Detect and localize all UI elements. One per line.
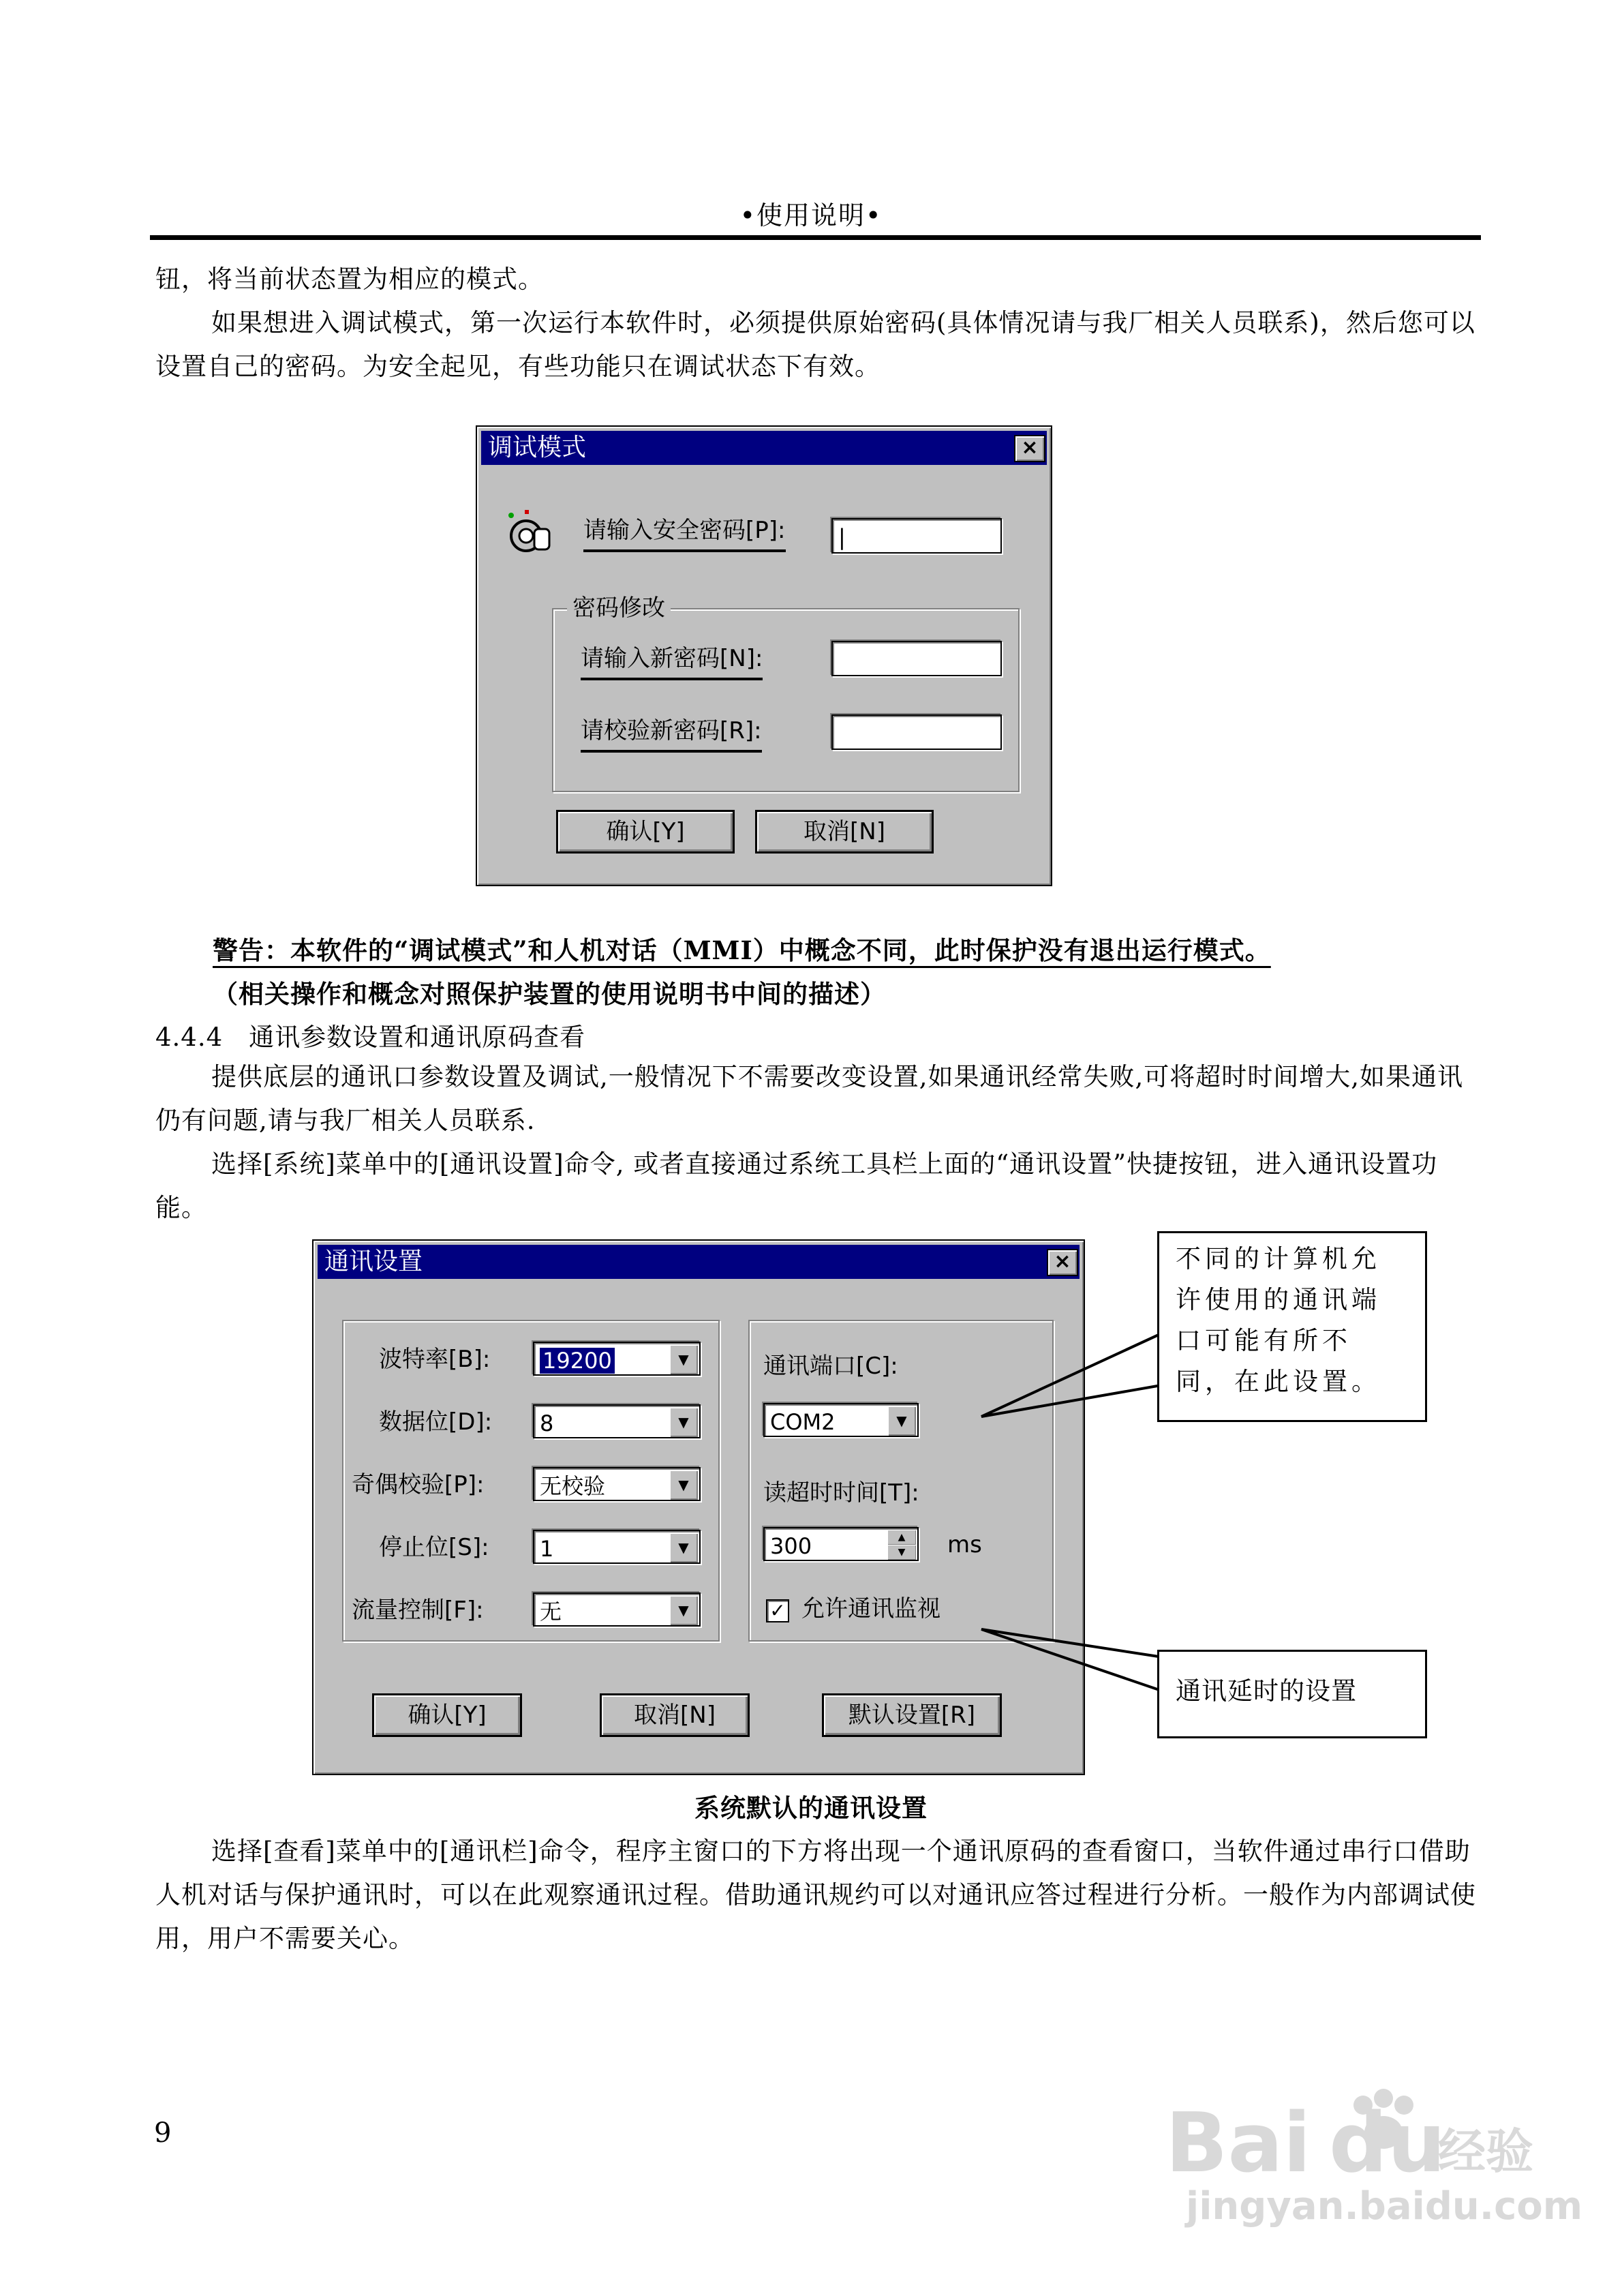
flow-value: 无 <box>540 1599 562 1625</box>
callout-delay: 通讯延时的设置 <box>1157 1650 1427 1738</box>
paragraph-5: 选择[查看]菜单中的[通讯栏]命令，程序主窗口的下方将出现一个通讯原码的查看窗口，当软件通过串行口借助人机对话与保护通讯时，可以在此观察通讯过程。借助通讯规约可以对通讯应答过程进行分析。一般作为内部调试使用，用户不需要关心。 <box>155 1837 1476 1953</box>
comm-cancel-button[interactable]: 取消[N] <box>600 1693 750 1737</box>
chevron-down-icon[interactable]: ▼ <box>669 1344 698 1374</box>
comm-dialog-close-button[interactable]: × <box>1047 1249 1078 1276</box>
databits-label: 数据位[D]: <box>379 1408 493 1436</box>
new-password-label: 请输入新密码[N]: <box>581 644 763 680</box>
stopbits-value: 1 <box>540 1536 554 1562</box>
note-text: （相关操作和概念对照保护装置的使用说明书中间的描述） <box>213 979 886 1009</box>
page-header: •使用说明• <box>739 200 883 230</box>
port-value: COM2 <box>770 1409 836 1435</box>
baidu-watermark-logo <box>1159 2079 1583 2229</box>
timeout-unit: ms <box>947 1531 982 1558</box>
baud-label: 波特率[B]: <box>379 1346 491 1373</box>
comm-dialog-title: 通讯设置 <box>324 1248 423 1275</box>
baud-value: 19200 <box>540 1348 615 1374</box>
password-input[interactable]: | <box>831 518 1002 554</box>
monitor-checkbox[interactable]: ✓ <box>766 1599 789 1622</box>
svg-text:Bai: Bai <box>1165 2096 1311 2181</box>
paragraph-3: 提供底层的通讯口参数设置及调试,一般情况下不需要改变设置,如果通讯经常失败,可将超时时间增大,如果通讯仍有问题,请与我厂相关人员联系. <box>155 1062 1464 1135</box>
spin-up-icon[interactable]: ▲ <box>887 1530 916 1545</box>
password-change-title: 密码修改 <box>567 594 671 622</box>
databits-value: 8 <box>540 1410 554 1436</box>
chevron-down-icon[interactable]: ▼ <box>669 1470 698 1500</box>
comm-ok-button[interactable]: 确认[Y] <box>372 1693 522 1737</box>
paw-icon <box>1159 2079 1540 2181</box>
chevron-down-icon[interactable]: ▼ <box>887 1406 916 1436</box>
chevron-down-icon[interactable]: ▼ <box>669 1595 698 1625</box>
timeout-value: 300 <box>770 1533 812 1559</box>
chevron-down-icon[interactable]: ▼ <box>669 1407 698 1437</box>
monitor-label: 允许通讯监视 <box>801 1595 940 1622</box>
callout-ports: 不同的计算机允许使用的通讯端口可能有所不同，在此设置。 <box>1157 1231 1427 1422</box>
section-heading: 4.4.4 通讯参数设置和通讯原码查看 <box>155 1023 586 1052</box>
debug-ok-button[interactable]: 确认[Y] <box>556 810 735 854</box>
comm-defaults-button[interactable]: 默认设置[R] <box>822 1693 1002 1737</box>
paragraph-2: 如果想进入调试模式，第一次运行本软件时，必须提供原始密码(具体情况请与我厂相关人员联系)，然后您可以设置自己的密码。为安全起见，有些功能只在调试状态下有效。 <box>155 308 1475 381</box>
stopbits-label: 停止位[S]: <box>379 1534 489 1561</box>
flow-label: 流量控制[F]: <box>352 1597 484 1624</box>
figure-caption: 系统默认的通讯设置 <box>694 1793 928 1823</box>
svg-text:经验: 经验 <box>1438 2124 1533 2179</box>
verify-password-label: 请校验新密码[R]: <box>581 716 762 753</box>
debug-dialog-title: 调试模式 <box>488 434 587 462</box>
parity-label: 奇偶校验[P]: <box>352 1471 485 1498</box>
warning-text: 警告：本软件的“调试模式”和人机对话（MMI）中概念不同，此时保护没有退出运行模式。 <box>213 935 1271 965</box>
debug-cancel-button[interactable]: 取消[N] <box>755 810 934 854</box>
paragraph-4: 选择[系统]菜单中的[通讯设置]命令, 或者直接通过系统工具栏上面的“通讯设置”快捷按钮，进入通讯设置功能。 <box>155 1149 1438 1222</box>
page-number: 9 <box>154 2117 172 2149</box>
paragraph-1: 钮，将当前状态置为相应的模式。 <box>155 265 544 294</box>
parity-value: 无校验 <box>540 1473 606 1499</box>
password-label: 请输入安全密码[P]: <box>583 515 786 552</box>
chevron-down-icon[interactable]: ▼ <box>669 1532 698 1562</box>
timeout-label: 读超时时间[T]: <box>763 1479 919 1507</box>
svg-text:du: du <box>1329 2096 1446 2181</box>
spin-down-icon[interactable]: ▼ <box>887 1545 916 1560</box>
port-label: 通讯端口[C]: <box>763 1353 898 1380</box>
debug-dialog-close-button[interactable]: × <box>1014 435 1045 462</box>
watermark-url: jingyan.baidu.com <box>1186 2184 1583 2229</box>
